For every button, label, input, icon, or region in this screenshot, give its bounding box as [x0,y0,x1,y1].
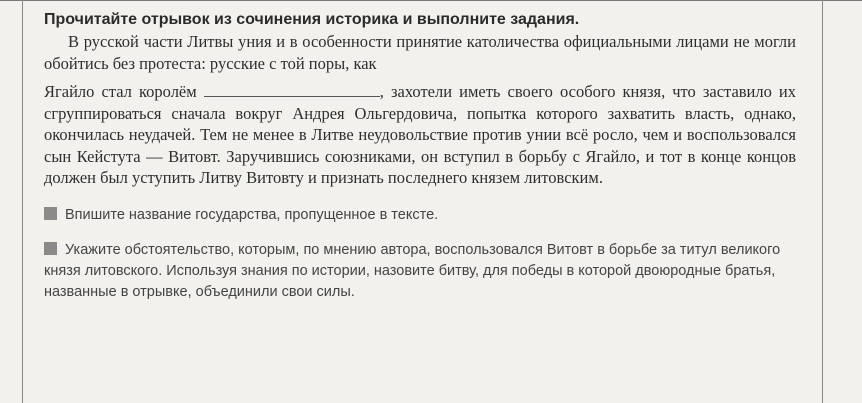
historian-passage [44,31,796,189]
table-top-border [0,0,862,1]
passage-text-after-blank: , захотели иметь своего особого князя, что заставило их сгруппироваться сначала вокруг Андрея Ольгердовича, попытка которого захватить власть, однако, окончилась неудачей. Тем не менее в Литве неудовольствие против унии всё росло, чем и воспользовался сын Кейстута — Витовт. Заручившись союзниками, он вступил в борьбу с Ягайло, и тот в конце концов должен был уступить Литву Витовту и признать последнего князем литовским. [44,82,797,187]
table-left-border [22,0,23,403]
task-content [44,10,796,303]
task-heading: Прочитайте отрывок из сочинения историка и выполните задания. [44,11,580,28]
task-text-2: Укажите обстоятельство, которым, по мнению автора, воспользовался Витовт в борьбе за титул великого князя литовского. Используя знания по истории, назовите битву, для победы в которой двоюродные братья, названные в отрывке, объединили свои силы. [44,241,781,300]
square-bullet-icon [44,207,57,220]
passage-paragraph-1: В русской части Литвы уния и в особенности принятие католичества официальными лицами не могли обойтись без протеста: русские с той поры, как [44,32,796,73]
square-bullet-icon [44,242,57,255]
table-right-border [822,0,823,403]
passage-paragraph-2 [44,81,796,189]
answer-blank[interactable] [204,82,380,97]
task-item-1 [44,205,796,226]
task-item-2 [44,240,796,303]
task-text-1: Впишите название государства, пропущенное в тексте. [65,206,439,223]
passage-text-before-blank: Ягайло стал королём [44,82,197,101]
